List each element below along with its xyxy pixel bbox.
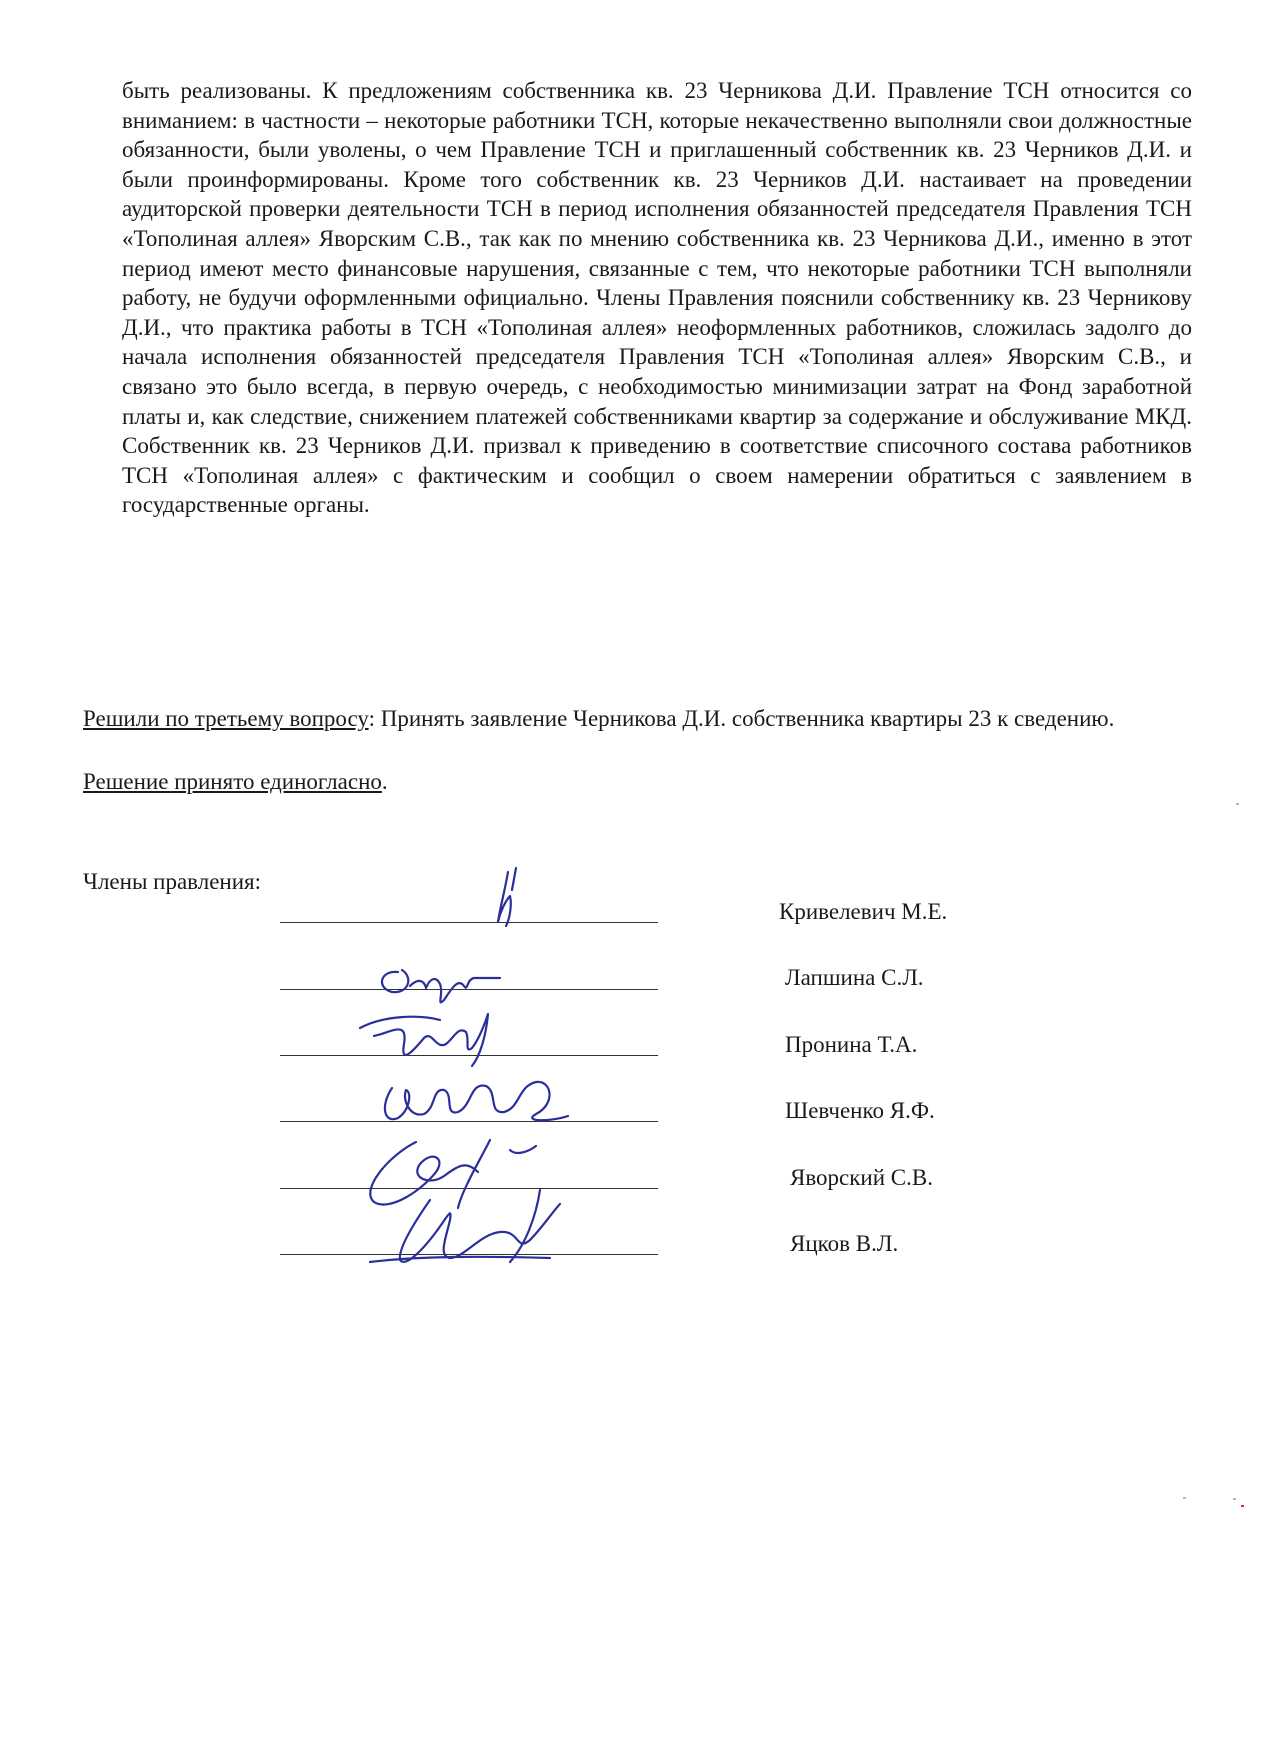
signature-4 [385, 1082, 568, 1120]
members-label: Члены правления: [83, 869, 261, 894]
member-name: Пронина Т.А. [785, 1032, 918, 1057]
body-paragraph: быть реализованы. К предложениям собственника кв. 23 Черникова Д.И. Правление ТСН относится со вниманием: в частности – некоторые работники ТСН, которые некачественно выполняли свои должностные обязанности, были уволены, о чем Правление ТСН и приглашенный собственник кв. 23 Черников Д.И. и были проинформированы. Кроме того собственник кв. 23 Черников Д.И. настаивает на проведении аудиторской проверки деятельности ТСН в период исполнения обязанностей председателя Правления ТСН «Тополиная аллея» Яворским С.В., так как по мнению собственника кв. 23 Черникова Д.И., именно в этот период имеют место финансовые нарушения, связанные с тем, что некоторые работники ТСН выполняли работу, не будучи оформленными официально. Члены Правления пояснили собственнику кв. 23 Черникову Д.И., что практика работы в ТСН «Тополиная аллея» неоформленных работников, сложилась задолго до начала исполнения обязанностей председателя Правления ТСН «Тополиная аллея» Яворским С.В., и связано это было всегда, в первую очередь, с необходимостью минимизации затрат на Фонд заработной платы и, как следствие, снижением платежей собственниками квартир за содержание и обслуживание МКД. Собственник кв. 23 Черников Д.И. призвал к приведению в соответствие списочного состава работников ТСН «Тополиная аллея» с фактическим и сообщил о своем намерении обратиться с заявлением в государственные органы. [122, 78, 1192, 518]
handwritten-signatures [340, 860, 660, 1280]
decision-label: Решили по третьему вопросу [83, 706, 369, 731]
scan-speck [1233, 1498, 1236, 1500]
decision-separator: : [368, 706, 375, 731]
scan-speck [1236, 803, 1239, 805]
member-name: Шевченко Я.Ф. [785, 1098, 935, 1123]
decision-third-question [83, 704, 1192, 734]
decision-text: Принять заявление Черникова Д.И. собственника квартиры 23 к сведению. [374, 706, 1115, 731]
signature-2 [382, 970, 500, 1002]
scan-speck [1241, 1505, 1244, 1507]
scan-speck [1183, 1497, 1186, 1499]
member-name: Лапшина С.Л. [785, 965, 924, 990]
result-suffix: . [381, 769, 388, 794]
member-name: Яворский С.В. [790, 1165, 933, 1190]
decision-result [83, 767, 388, 797]
signature-1 [498, 868, 516, 926]
result-label: Решение принято единогласно [83, 769, 382, 794]
signature-5 [370, 1140, 536, 1208]
member-name: Кривелевич М.Е. [779, 899, 948, 924]
signature-3 [360, 1014, 488, 1066]
member-name: Яцков В.Л. [790, 1231, 899, 1256]
